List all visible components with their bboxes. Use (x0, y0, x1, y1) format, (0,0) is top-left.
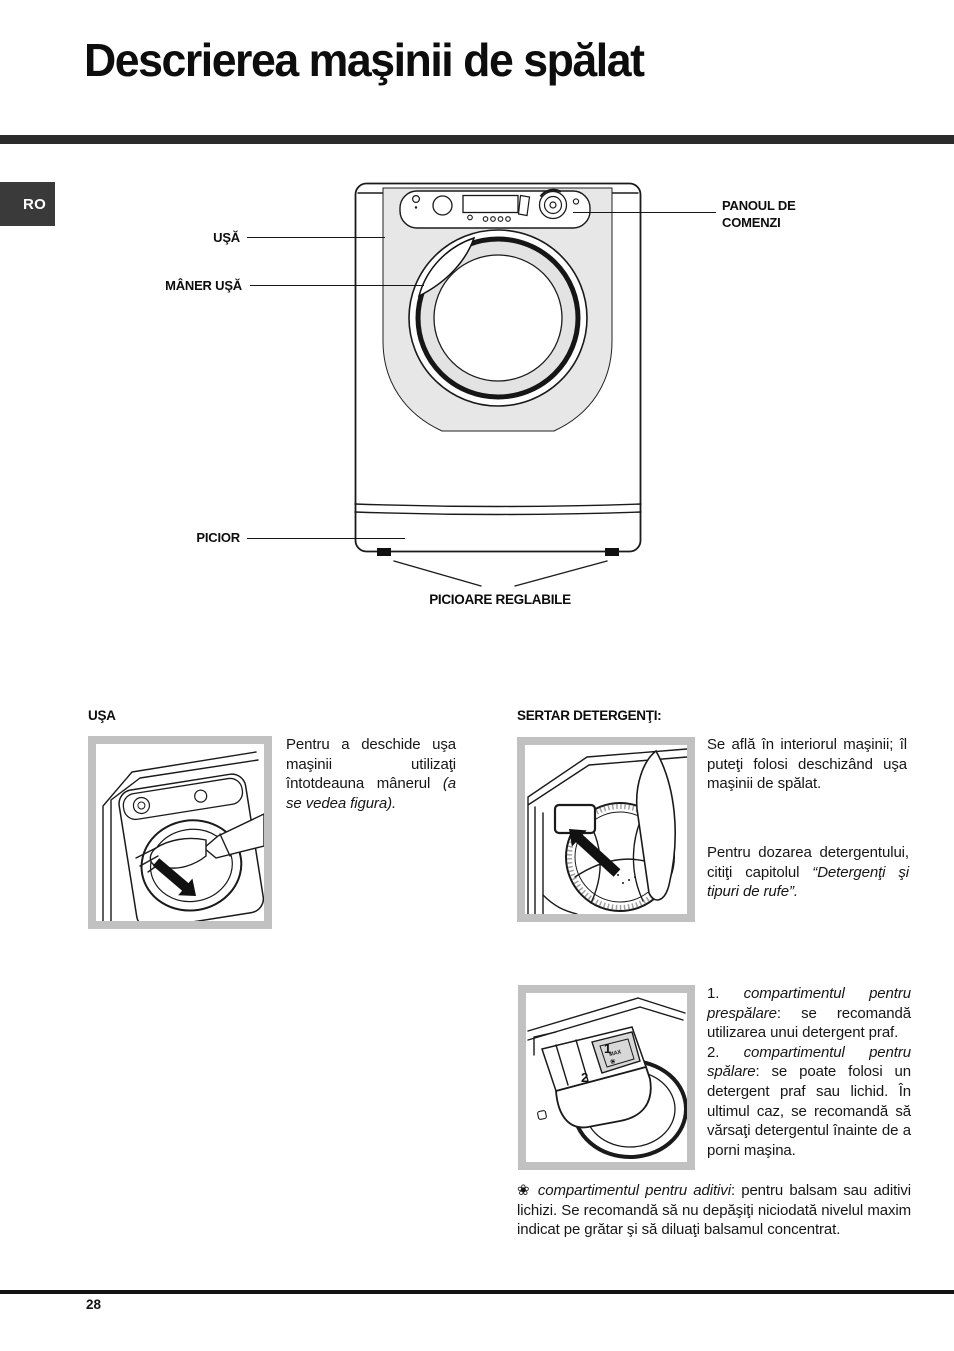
label-adjustable-feet: PICIOARE REGLABILE (429, 592, 571, 607)
item2-name: compartimentul pentru spălare (707, 1043, 911, 1081)
page-number: 28 (86, 1297, 102, 1312)
drawer-text: Pentru dozarea detergentului, citiţi capitolul (707, 844, 909, 881)
additives-paragraph (517, 1181, 911, 1240)
max-level-label: MAX (608, 1049, 622, 1059)
compartments-list (707, 984, 911, 1160)
door-section-heading: UŞA (88, 708, 116, 723)
item1-number: 1. (707, 985, 744, 1002)
drawer-text-italic: “Detergenţi şi tipuri de rufe”. (707, 863, 909, 901)
item2-number: 2. (707, 1043, 744, 1061)
title-divider-bar (0, 135, 954, 144)
label-door-handle: MÂNER UŞĂ (165, 278, 242, 293)
drawer-paragraph-2 (707, 843, 909, 902)
compartment-2-label: 2 (581, 1070, 589, 1085)
footer-rule (0, 1290, 954, 1294)
language-tab: RO (0, 182, 55, 226)
flower-icon: ❀ (517, 1181, 532, 1199)
left-foot (377, 548, 391, 556)
door-leader-line (247, 237, 385, 238)
door-open-figure (88, 736, 272, 929)
drawer-slot-shape (555, 805, 595, 833)
compartment-1-label: 1 (604, 1041, 612, 1056)
label-door: UŞĂ (213, 230, 240, 245)
washing-machine-front-figure (350, 178, 646, 590)
door-text-italic: (a se vedea figura). (286, 775, 456, 812)
page-title: Descrierea maşinii de spălat (84, 34, 644, 86)
item1-name: compartimentul pentru prespălare (707, 985, 911, 1022)
item1-text: : se recomandă utilizarea unui detergent praf. (707, 1004, 911, 1042)
panel-leader-line (573, 212, 716, 213)
foot-leader-line (247, 538, 405, 539)
door-section-paragraph (286, 735, 456, 813)
item2-text: : se poate folosi un detergent praf sau lichid. În ultimul caz, se recomandă să vărsaţi detergentul înainte de a porni maşina. (707, 1063, 911, 1159)
drawer-location-figure (517, 737, 695, 922)
door-text: Pentru a deschide uşa maşinii utilizaţi întotdeauna mânerul (286, 736, 456, 793)
additives-name: compartimentul pentru aditivi (537, 1182, 731, 1199)
drawer-section-heading: SERTAR DETERGENŢI: (517, 708, 662, 723)
drawer-paragraph-1: Se află în interiorul maşinii; îl puteţi folosi deschizând uşa maşinii de spălat. (707, 736, 907, 793)
label-foot: PICIOR (196, 530, 240, 545)
right-foot (605, 548, 619, 556)
handle-leader-line (250, 285, 424, 286)
additives-text: : pentru balsam sau aditivi lichizi. Se recomandă să nu depăşiţi niciodată nivelul maxim indicat pe grătar şi să diluaţi balsamul concentrat. (517, 1182, 912, 1239)
softener-flower-icon: ❀ (609, 1057, 617, 1067)
drawer-compartments-figure (518, 985, 695, 1170)
label-control-panel: PANOUL DE COMENZI (722, 198, 796, 230)
